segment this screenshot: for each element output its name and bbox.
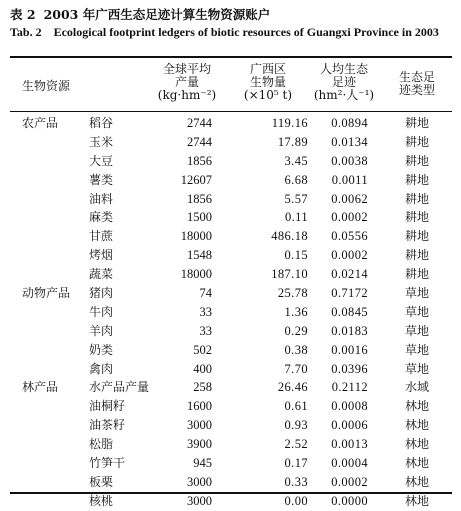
row-global-yield: 400 (193, 361, 212, 376)
table-row (0, 208, 461, 227)
header-land-type: 生态足 迹类型 (398, 70, 435, 97)
table-row (0, 265, 461, 284)
row-per-capita-ef: 0.0013 (331, 437, 368, 452)
table-row (0, 152, 461, 171)
row-production: 0.33 (284, 474, 308, 489)
top-rule (10, 56, 452, 58)
table-row (0, 416, 461, 435)
table-row (0, 378, 461, 397)
row-per-capita-ef: 0.0000 (331, 493, 368, 508)
table-row (0, 360, 461, 379)
row-item: 薯类 (89, 172, 114, 187)
header-per-capita-ef: 人均生态 足迹 (hm²·人⁻¹) (313, 62, 375, 102)
row-item: 烤烟 (89, 248, 114, 263)
row-land-type: 林地 (404, 474, 429, 489)
row-global-yield: 1500 (187, 210, 212, 225)
row-production: 3.45 (284, 153, 308, 168)
row-item: 竹笋干 (89, 456, 126, 471)
row-item: 甘蔗 (89, 229, 114, 244)
row-item: 蔬菜 (89, 267, 114, 282)
row-land-type: 林地 (404, 418, 429, 433)
table-row (0, 171, 461, 190)
row-per-capita-ef: 0.0002 (331, 248, 368, 263)
row-per-capita-ef: 0.0008 (331, 399, 368, 414)
table-row (0, 190, 461, 209)
row-per-capita-ef: 0.0845 (331, 304, 368, 319)
table-row (0, 322, 461, 341)
row-production: 6.68 (284, 172, 308, 187)
row-production: 0.61 (284, 399, 308, 414)
row-production: 0.93 (284, 418, 308, 433)
row-production: 7.70 (284, 361, 308, 376)
row-item: 板栗 (89, 474, 114, 489)
row-production: 0.38 (284, 342, 308, 357)
row-global-yield: 3000 (187, 418, 212, 433)
table-row (0, 284, 461, 303)
row-global-yield: 18000 (180, 229, 212, 244)
table-row (0, 227, 461, 246)
row-production: 0.17 (284, 456, 308, 471)
row-per-capita-ef: 0.0016 (331, 342, 368, 357)
row-land-type: 林地 (404, 456, 429, 471)
header-resource: 生物资源 (22, 79, 71, 93)
row-global-yield: 502 (193, 342, 212, 357)
row-land-type: 草地 (404, 361, 429, 376)
row-item: 牛肉 (89, 304, 114, 319)
table-title-en: Tab. 2 Ecological footprint ledgers of biotic resources of Guangxi Province in 2003 (10, 25, 439, 39)
row-global-yield: 1600 (187, 399, 212, 414)
row-production: 17.89 (277, 134, 308, 149)
row-production: 0.00 (284, 493, 308, 508)
row-global-yield: 74 (199, 286, 212, 301)
row-global-yield: 258 (193, 380, 212, 395)
row-land-type: 草地 (404, 323, 429, 338)
row-land-type: 耕地 (404, 153, 429, 168)
table-row (0, 133, 461, 152)
row-land-type: 耕地 (404, 172, 429, 187)
row-item: 猪肉 (89, 286, 114, 301)
row-global-yield: 33 (199, 304, 212, 319)
row-production: 0.15 (284, 248, 308, 263)
table-row (0, 435, 461, 454)
row-item: 油桐籽 (89, 399, 126, 414)
row-item: 松脂 (89, 437, 114, 452)
table-number: 表 2 (10, 7, 36, 22)
row-global-yield: 1548 (187, 248, 212, 263)
row-per-capita-ef: 0.0183 (331, 323, 368, 338)
row-land-type: 耕地 (404, 229, 429, 244)
row-land-type: 耕地 (404, 248, 429, 263)
row-global-yield: 1856 (187, 153, 212, 168)
table-caption (10, 6, 455, 40)
row-item: 禽肉 (89, 361, 114, 376)
row-item: 麻类 (89, 210, 114, 225)
row-land-type: 耕地 (404, 134, 429, 149)
table-row (0, 114, 461, 133)
table-body (0, 114, 461, 511)
row-production: 0.29 (284, 323, 308, 338)
row-production: 0.11 (284, 210, 308, 225)
row-production: 25.78 (277, 286, 308, 301)
row-per-capita-ef: 0.0062 (331, 191, 368, 206)
row-item: 羊肉 (89, 323, 114, 338)
row-land-type: 草地 (404, 342, 429, 357)
row-land-type: 草地 (404, 304, 429, 319)
row-global-yield: 3000 (187, 474, 212, 489)
row-land-type: 耕地 (404, 267, 429, 282)
row-per-capita-ef: 0.0396 (331, 361, 368, 376)
header-rule (10, 111, 452, 112)
row-production: 486.18 (271, 229, 308, 244)
table-row (0, 492, 461, 511)
row-land-type: 林地 (404, 437, 429, 452)
table-row (0, 473, 461, 492)
row-global-yield: 33 (199, 323, 212, 338)
row-production: 26.46 (277, 380, 308, 395)
row-production: 2.52 (284, 437, 308, 452)
table-row (0, 303, 461, 322)
row-item: 稻谷 (89, 116, 114, 130)
row-global-yield: 18000 (180, 267, 212, 282)
row-land-type: 水域 (404, 380, 429, 395)
row-per-capita-ef: 0.0002 (331, 474, 368, 489)
table-row (0, 397, 461, 416)
row-global-yield: 2744 (187, 134, 212, 149)
caption-cn (10, 6, 455, 23)
row-item: 玉米 (89, 134, 114, 149)
row-per-capita-ef: 0.0011 (331, 172, 368, 187)
row-global-yield: 3000 (187, 493, 212, 508)
row-per-capita-ef: 0.0894 (331, 116, 368, 130)
row-global-yield: 12607 (180, 172, 212, 187)
row-production: 5.57 (284, 191, 308, 206)
row-per-capita-ef: 0.0004 (331, 456, 368, 471)
row-land-type: 草地 (404, 286, 429, 301)
row-per-capita-ef: 0.0038 (331, 153, 368, 168)
table-row (0, 341, 461, 360)
row-global-yield: 3900 (187, 437, 212, 452)
table-row (0, 246, 461, 265)
row-land-type: 耕地 (404, 116, 429, 130)
row-item: 水产品产量 (89, 380, 150, 395)
row-item: 奶类 (89, 342, 114, 357)
row-per-capita-ef: 0.0556 (331, 229, 368, 244)
row-item: 核桃 (89, 493, 114, 508)
row-per-capita-ef: 0.0214 (331, 267, 368, 282)
row-category: 农产品 (22, 116, 59, 130)
row-land-type: 耕地 (404, 191, 429, 206)
row-per-capita-ef: 0.0134 (331, 134, 368, 149)
row-global-yield: 1856 (187, 191, 212, 206)
bottom-rule (10, 492, 452, 494)
row-item: 大豆 (89, 153, 114, 168)
row-per-capita-ef: 0.0006 (331, 418, 368, 433)
row-global-yield: 2744 (187, 116, 212, 130)
row-item: 油茶籽 (89, 418, 126, 433)
row-land-type: 耕地 (404, 210, 429, 225)
table-row (0, 454, 461, 473)
row-per-capita-ef: 0.7172 (331, 286, 368, 301)
header-guangxi-production: 广西区 生物量 (×10⁵ t) (243, 62, 293, 102)
row-category: 林产品 (22, 380, 59, 395)
header-global-yield: 全球平均 产量 (kg·hm⁻²) (157, 62, 217, 102)
row-global-yield: 945 (193, 456, 212, 471)
table-title-cn: 2003 年广西生态足迹计算生物资源账户 (43, 7, 271, 22)
row-land-type: 林地 (404, 493, 429, 508)
row-production: 1.36 (284, 304, 308, 319)
row-item: 油料 (89, 191, 114, 206)
row-per-capita-ef: 0.2112 (331, 380, 368, 395)
row-production: 187.10 (271, 267, 308, 282)
row-per-capita-ef: 0.0002 (331, 210, 368, 225)
row-production: 119.16 (271, 116, 308, 130)
row-land-type: 林地 (404, 399, 429, 414)
row-category: 动物产品 (22, 286, 71, 301)
